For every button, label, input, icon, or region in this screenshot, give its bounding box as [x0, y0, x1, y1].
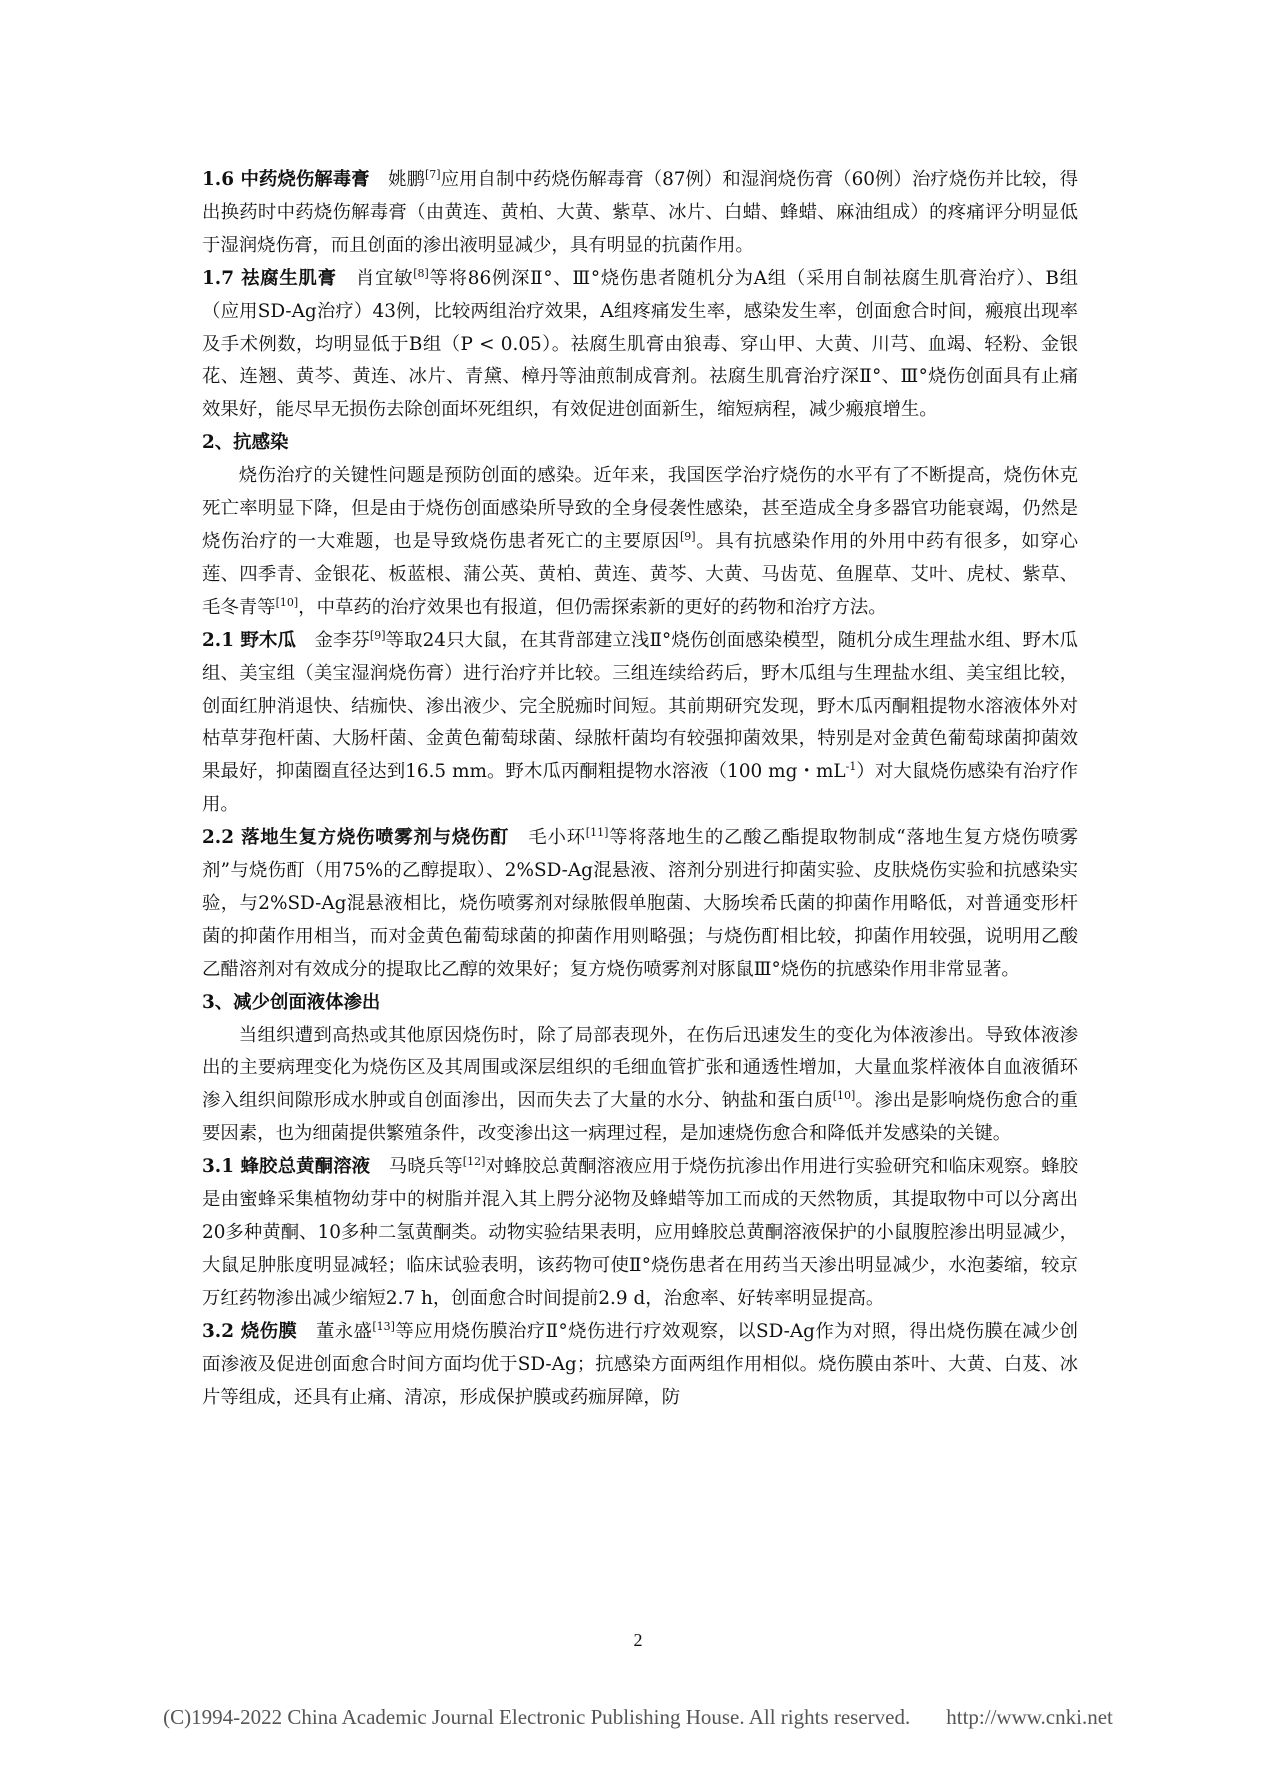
citation-ref: [10] [275, 595, 299, 609]
paragraph-2-1 [202, 625, 1078, 822]
paragraph-text: ）对大鼠烧伤感染有治疗作用。 [202, 761, 1078, 816]
section-title-3: 3、减少创面液体渗出 [202, 991, 381, 1013]
paragraph-text: 。渗出是影响烧伤愈合的重要因素，也为细菌提供繁殖条件，改变渗出这一病理过程，是加速烧伤愈合和降低并发感染的关键。 [202, 1090, 1078, 1145]
paragraph-3 [202, 1020, 1078, 1152]
section-title-2: 2、抗感染 [202, 432, 289, 454]
section-heading: 1.7 祛腐生肌膏 [202, 267, 337, 289]
citation-ref: [9] [680, 529, 696, 543]
citation-ref: [10] [832, 1089, 856, 1103]
citation-ref: [9] [369, 628, 386, 642]
paragraph-text: 等将落地生的乙酸乙酯提取物制成“落地生复方烧伤喷雾剂”与烧伤酊（用75%的乙醇提取）、2%SD-Ag混悬液、溶剂分别进行抑菌实验、皮肤烧伤实验和抗感染实验，与2%SD-Ag混悬液相比，烧伤喷雾剂对绿脓假单胞菌、大肠埃希氏菌的抑菌作用略低，对普通变形杆菌的抑菌作用相当，而对金黄色葡萄球菌的抑菌作用则略强；与烧伤酊相比较，抑菌作用较强，说明用乙酸乙醋溶剂对有效成分的提取比乙醇的效果好；复方烧伤喷雾剂对豚鼠Ⅲ°烧伤的抗感染作用非常显著。 [202, 827, 1079, 980]
footer-url[interactable]: http://www.cnki.net [946, 1705, 1113, 1729]
section-heading: 1.6 中药烧伤解毒膏 [202, 169, 370, 190]
paragraph-text: 等应用烧伤膜治疗Ⅱ°烧伤进行疗效观察，以SD-Ag作为对照，得出烧伤膜在减少创面渗液及促进创面愈合时间方面均优于SD-Ag；抗感染方面两组作用相似。烧伤膜由茶叶、大黄、白芨、冰片等组成，还具有止痛、清凉，形成保护膜或药痂屏障，防 [202, 1320, 1078, 1408]
footer [0, 1705, 1276, 1730]
citation-ref: [13] [372, 1319, 395, 1333]
paragraph-text: 董永盛 [297, 1320, 373, 1342]
paragraph-text: 等将86例深Ⅱ°、Ⅲ°烧伤患者随机分为A组（采用自制祛腐生肌膏治疗）、B组（应用SD-Ag治疗）43例，比较两组治疗效果，A组疼痛发生率，感染发生率，创面愈合时间，瘢痕出现率及手术例数，均明显低于B组（P < 0.05）。祛腐生肌膏由狼毒、穿山甲、大黄、川芎、血竭、轻粉、金银花、连翘、黄芩、黄连、冰片、青黛、樟丹等油煎制成膏剂。祛腐生肌膏治疗深Ⅱ°、Ⅲ°烧伤创面具有止痛效果好，能尽早无损伤去除创面坏死组织，有效促进创面新生，缩短病程，减少瘢痕增生。 [202, 267, 1078, 421]
paragraph-text: 当组织遭到高热或其他原因烧伤时，除了局部表现外，在伤后迅速发生的变化为体液渗出。导致体液渗出的主要病理变化为烧伤区及其周围或深层组织的毛细血管扩张和通透性增加，大量血浆样液体自血液循环渗入组织间隙形成水肿或自创面渗出，因而失去了大量的水分、钠盐和蛋白质 [202, 1024, 1078, 1112]
paragraph-1-7 [202, 263, 1078, 428]
paragraph-1-6 [202, 164, 1078, 263]
citation-ref: [11] [585, 826, 609, 840]
paragraph-text: 。具有抗感染作用的外用中药有很多，如穿心莲、四季青、金银花、板蓝根、蒲公英、黄柏、黄连、黄芩、大黄、马齿苋、鱼腥草、艾叶、虎杖、紫草、毛冬青等 [202, 530, 1078, 618]
paragraph-text: 姚鹏 [369, 169, 425, 190]
paragraph-2 [202, 460, 1078, 625]
citation-ref: [7] [424, 168, 441, 181]
section-heading: 2.2 落地生复方烧伤喷雾剂与烧伤酊 [202, 827, 510, 849]
citation-ref: [12] [462, 1155, 486, 1169]
document-body [202, 164, 1078, 1414]
paragraph-text: 等取24只大鼠，在其背部建立浅Ⅱ°烧伤创面感染模型，随机分成生理盐水组、野木瓜组、美宝组（美宝湿润烧伤膏）进行治疗并比较。三组连续给药后，野木瓜组与生理盐水组、美宝组比较，创面红肿消退快、结痂快、渗出液少、完全脱痂时间短。其前期研究发现，野木瓜丙酮粗提物水溶液体外对枯草芽孢杆菌、大肠杆菌、金黄色葡萄球菌、绿脓杆菌均有较强抑菌效果，特别是对金黄色葡萄球菌抑菌效果最好，抑菌圈直径达到16.5 mm。野木瓜丙酮粗提物水溶液（100 mg・mL [202, 629, 1078, 783]
section-heading: 2.1 野木瓜 [202, 629, 296, 651]
paragraph-text: 金李芬 [295, 629, 370, 651]
section-heading: 3.1 蜂胶总黄酮溶液 [202, 1156, 371, 1178]
paragraph-text: 肖宜敏 [336, 267, 414, 289]
paragraph-text: 对蜂胶总黄酮溶液应用于烧伤抗渗出作用进行实验研究和临床观察。蜂胶是由蜜蜂采集植物幼芽中的树脂并混入其上腭分泌物及蜂蜡等加工而成的天然物质，其提取物中可以分离出20多种黄酮、10多种二氢黄酮类。动物实验结果表明，应用蜂胶总黄酮溶液保护的小鼠腹腔渗出明显减少，大鼠足肿胀度明显减轻；临床试验表明，该药物可使Ⅱ°烧伤患者在用药当天渗出明显减少，水泡萎缩，较京万红药物渗出减少缩短2.7 h，创面愈合时间提前2.9 d，治愈率、好转率明显提高。 [202, 1156, 1078, 1309]
unit-exponent: -1 [845, 760, 857, 774]
paragraph-3-2 [202, 1316, 1078, 1415]
paragraph-text: ，中草药的治疗效果也有报道，但仍需探索新的更好的药物和治疗方法。 [298, 596, 887, 618]
copyright-notice: (C)1994-2022 China Academic Journal Electronic Publishing House. All rights reserved. [163, 1705, 911, 1729]
paragraph-3-1 [202, 1151, 1078, 1316]
paragraph-text: 烧伤治疗的关键性问题是预防创面的感染。近年来，我国医学治疗烧伤的水平有了不断提高，烧伤休克死亡率明显下降，但是由于烧伤创面感染所导致的全身侵袭性感染，甚至造成全身多器官功能衰竭，仍然是烧伤治疗的一大难题，也是导致烧伤患者死亡的主要原因 [202, 465, 1078, 552]
section-heading: 3.2 烧伤膜 [202, 1320, 298, 1342]
paragraph-text: 应用自制中药烧伤解毒膏（87例）和湿润烧伤膏（60例）治疗烧伤并比较，得出换药时中药烧伤解毒膏（由黄连、黄柏、大黄、紫草、冰片、白蜡、蜂蜡、麻油组成）的疼痛评分明显低于湿润烧伤膏，而且创面的渗出液明显减少，具有明显的抗菌作用。 [202, 169, 1078, 256]
paragraph-text: 毛小环 [509, 827, 586, 849]
paragraph-text: 马晓兵等 [370, 1156, 463, 1178]
paragraph-2-2 [202, 822, 1078, 987]
citation-ref: [8] [413, 266, 429, 280]
page-number: 2 [633, 1630, 643, 1650]
